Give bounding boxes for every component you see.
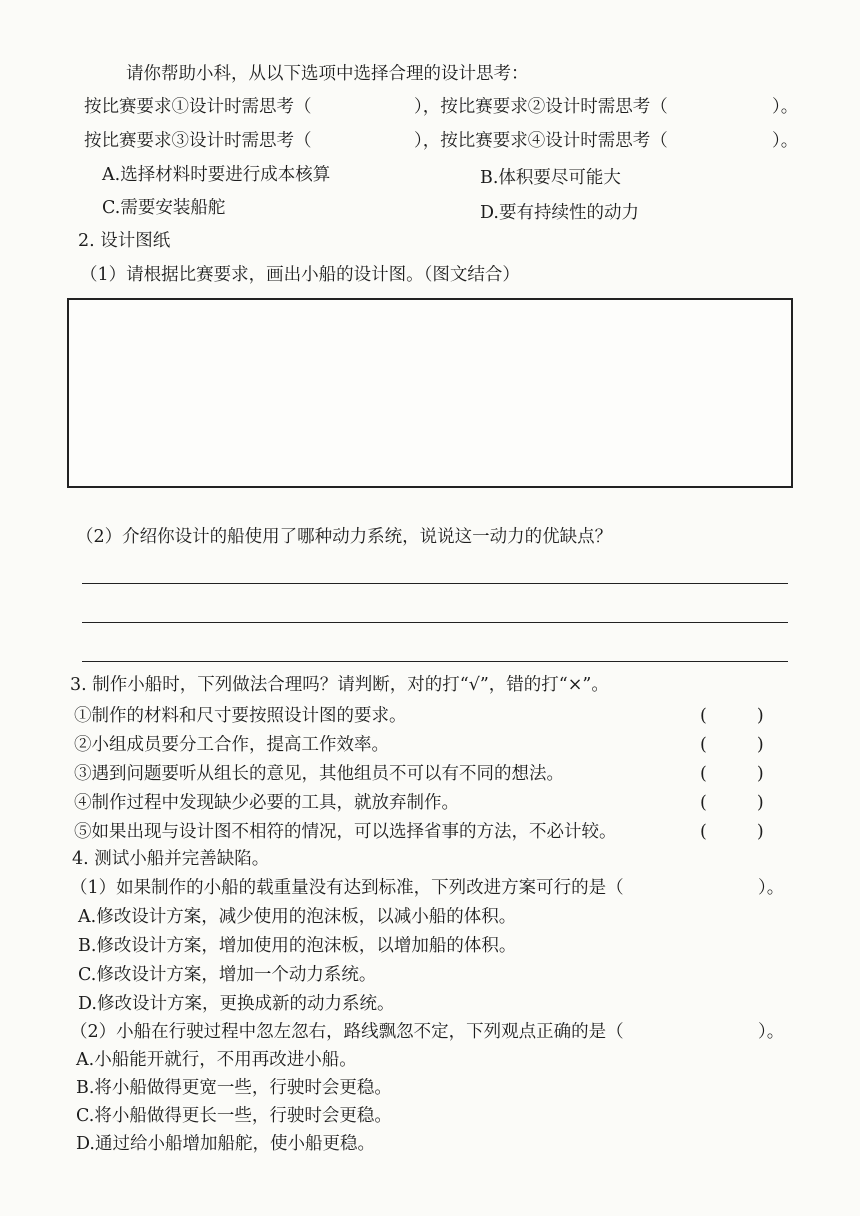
q1-row1-left: 按比赛要求①设计时需思考（ (84, 97, 312, 117)
q3-item-5: ⑤如果出现与设计图不相符的情况，可以选择省事的方法，不必计较。 (74, 822, 617, 842)
q1-row2-mid: ），按比赛要求④设计时需思考（ (414, 131, 668, 151)
q4-1-text: （1）如果制作的小船的载重量没有达到标准，下列改进方案可行的是（ (70, 878, 624, 898)
q3-answer-4[interactable]: ( ) (700, 793, 764, 813)
q1-row1-mid: ），按比赛要求②设计时需思考（ (414, 97, 668, 117)
q4-2-option-c: C.将小船做得更长一些，行驶时会更稳。 (76, 1106, 392, 1126)
q3-item-2: ②小组成员要分工合作，提高工作效率。 (74, 735, 389, 755)
q3-title: 3. 制作小船时，下列做法合理吗？请判断，对的打“√”，错的打“×”。 (70, 675, 609, 695)
q1-prompt: 请你帮助小科，从以下选项中选择合理的设计思考： (126, 64, 529, 84)
q3-item-1: ①制作的材料和尺寸要按照设计图的要求。 (74, 706, 407, 726)
q1-option-a: A.选择材料时要进行成本核算 (102, 165, 331, 185)
q2-1-text: （1）请根据比赛要求，画出小船的设计图。（图文结合） (80, 265, 520, 285)
q4-2-option-a: A.小船能开就行，不用再改进小船。 (76, 1050, 357, 1070)
q1-row1-end: ）。 (772, 97, 799, 117)
q3-answer-3[interactable]: ( ) (700, 764, 764, 784)
q4-1-option-a: A.修改设计方案，减少使用的泡沫板，以减小船的体积。 (78, 907, 517, 927)
q1-row2-left: 按比赛要求③设计时需思考（ (84, 131, 312, 151)
answer-line-1[interactable] (82, 583, 788, 584)
q4-1-option-d: D.修改设计方案，更换成新的动力系统。 (78, 994, 395, 1014)
q3-answer-1[interactable]: ( ) (700, 706, 764, 726)
q1-option-c: C.需要安装船舵 (102, 198, 226, 218)
q4-title: 4. 测试小船并完善缺陷。 (72, 849, 270, 869)
q1-option-d: D.要有持续性的动力 (480, 203, 639, 223)
answer-line-2[interactable] (82, 622, 788, 623)
q4-2-option-b: B.将小船做得更宽一些，行驶时会更稳。 (76, 1078, 392, 1098)
q2-2-text: （2）介绍你设计的船使用了哪种动力系统，说说这一动力的优缺点？ (76, 527, 613, 547)
q4-1-option-c: C.修改设计方案，增加一个动力系统。 (78, 965, 377, 985)
answer-line-3[interactable] (82, 661, 788, 662)
q4-1-option-b: B.修改设计方案，增加使用的泡沫板，以增加船的体积。 (78, 936, 517, 956)
q3-item-4: ④制作过程中发现缺少必要的工具，就放弃制作。 (74, 793, 459, 813)
q1-option-b: B.体积要尽可能大 (480, 168, 621, 188)
q1-row2-end: ）。 (772, 131, 799, 151)
design-drawing-box[interactable] (67, 298, 793, 488)
q4-2-text: （2）小船在行驶过程中忽左忽右，路线飘忽不定，下列观点正确的是（ (70, 1022, 624, 1042)
q4-2-option-d: D.通过给小船增加船舵，使小船更稳。 (76, 1134, 375, 1154)
q4-1-end: ）。 (758, 878, 785, 898)
q3-item-3: ③遇到问题要听从组长的意见，其他组员不可以有不同的想法。 (74, 764, 564, 784)
q4-2-end: ）。 (758, 1022, 785, 1042)
q2-title: 2. 设计图纸 (78, 231, 171, 251)
q3-answer-2[interactable]: ( ) (700, 735, 764, 755)
q3-answer-5[interactable]: ( ) (700, 822, 764, 842)
